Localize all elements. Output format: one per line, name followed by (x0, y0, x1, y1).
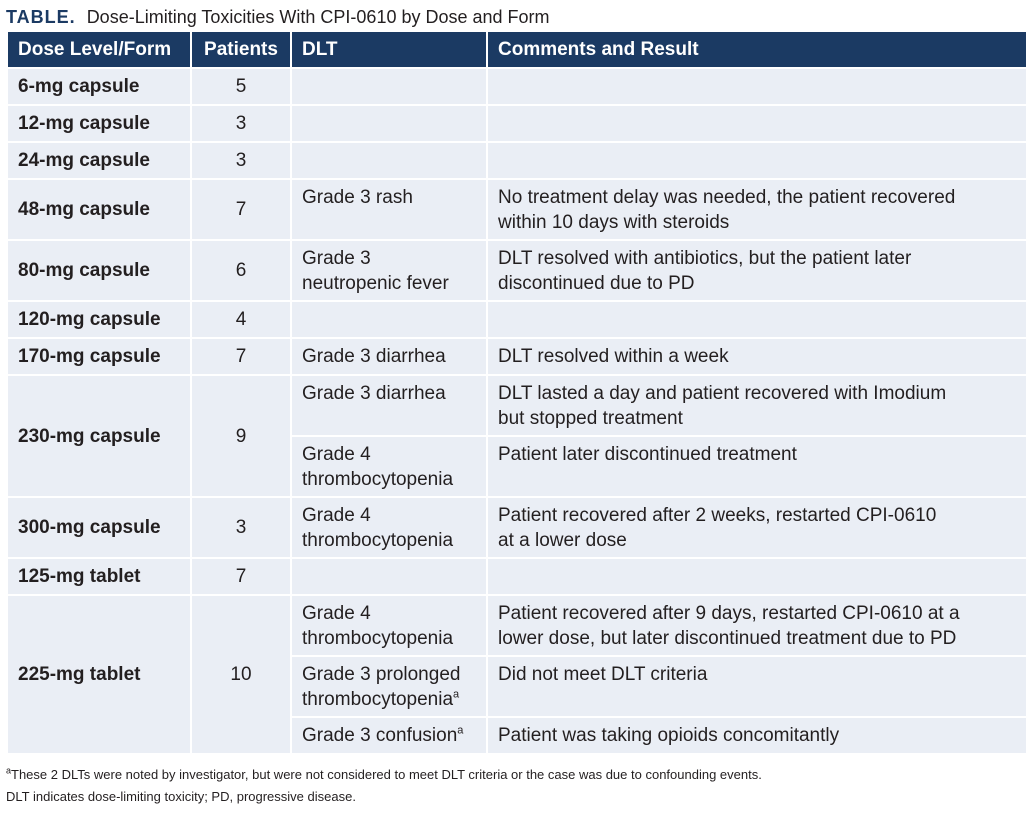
comment-cell (487, 105, 1027, 142)
patients-cell: 7 (191, 558, 291, 595)
header-patients: Patients (191, 32, 291, 68)
dose-cell: 125-mg tablet (7, 558, 191, 595)
patients-cell: 7 (191, 179, 291, 240)
patients-cell: 3 (191, 497, 291, 558)
comment-cell (487, 179, 1027, 240)
patients-cell: 3 (191, 142, 291, 179)
dose-cell: 230-mg capsule (7, 375, 191, 497)
table-row (7, 179, 1027, 240)
dlt-cell (291, 656, 487, 717)
patients-cell: 5 (191, 68, 291, 105)
dlt-cell (291, 558, 487, 595)
comment-line: Patient recovered after 2 weeks, restarted CPI-0610 (498, 505, 937, 526)
patients-cell: 10 (191, 595, 291, 754)
table-row (7, 105, 1027, 142)
comment-line: within 10 days with steroids (498, 212, 730, 233)
dose-cell: 170-mg capsule (7, 338, 191, 375)
comment-line: No treatment delay was needed, the patient recovered (498, 187, 956, 208)
comment-cell: Did not meet DLT criteria (487, 656, 1027, 717)
comment-cell (487, 68, 1027, 105)
table-title (6, 4, 550, 30)
dlt-cell (291, 436, 487, 497)
footnote-marker: a (6, 765, 12, 776)
dlt-line: neutropenic fever (302, 273, 449, 294)
table-row (7, 497, 1027, 558)
dose-cell: 80-mg capsule (7, 240, 191, 301)
comment-line: discontinued due to PD (498, 273, 695, 294)
footnote-a (6, 764, 762, 786)
comment-cell (487, 595, 1027, 656)
comment-cell (487, 240, 1027, 301)
dlt-cell: Grade 3 rash (291, 179, 487, 240)
dose-cell: 300-mg capsule (7, 497, 191, 558)
header-comments: Comments and Result (487, 32, 1027, 68)
comment-line: but stopped treatment (498, 408, 683, 429)
comment-line: at a lower dose (498, 530, 627, 551)
dlt-line: Grade 3 prolonged (302, 664, 461, 685)
comment-line: DLT lasted a day and patient recovered with Imodium (498, 383, 947, 404)
comment-cell: DLT resolved within a week (487, 338, 1027, 375)
table-row (7, 142, 1027, 179)
dlt-line: thrombocytopenia (302, 530, 454, 551)
table-row (7, 375, 1027, 436)
table-label: TABLE. (6, 7, 76, 27)
patients-cell: 7 (191, 338, 291, 375)
dlt-line: Grade 3 confusion (302, 725, 458, 746)
dlt-line: thrombocytopenia (302, 469, 454, 490)
table-row (7, 558, 1027, 595)
dose-cell: 120-mg capsule (7, 301, 191, 338)
dlt-cell (291, 595, 487, 656)
table-caption: Dose-Limiting Toxicities With CPI-0610 by Dose and Form (86, 7, 550, 27)
footnotes (6, 764, 762, 808)
abbreviations-note: DLT indicates dose-limiting toxicity; PD, progressive disease. (6, 789, 356, 804)
comment-cell (487, 497, 1027, 558)
dlt-line: Grade 3 (302, 248, 371, 269)
dlt-cell (291, 497, 487, 558)
comment-cell (487, 558, 1027, 595)
dlt-cell (291, 717, 487, 754)
comment-line: lower dose, but later discontinued treatment due to PD (498, 628, 957, 649)
table-row (7, 338, 1027, 375)
table-row (7, 301, 1027, 338)
comment-cell (487, 375, 1027, 436)
comment-cell (487, 301, 1027, 338)
dlt-table (6, 32, 1028, 755)
table-row (7, 595, 1027, 656)
patients-cell: 9 (191, 375, 291, 497)
comment-line: Patient recovered after 9 days, restarted CPI-0610 at a (498, 603, 960, 624)
patients-cell: 4 (191, 301, 291, 338)
table-row (7, 68, 1027, 105)
dlt-cell (291, 68, 487, 105)
dose-cell: 48-mg capsule (7, 179, 191, 240)
footnote-marker: a (457, 724, 464, 737)
dlt-line: thrombocytopenia (302, 689, 454, 710)
dose-cell: 225-mg tablet (7, 595, 191, 754)
comment-line: DLT resolved with antibiotics, but the patient later (498, 248, 912, 269)
dlt-line: Grade 4 (302, 444, 371, 465)
comment-cell (487, 142, 1027, 179)
dose-cell: 24-mg capsule (7, 142, 191, 179)
header-dose: Dose Level/Form (7, 32, 191, 68)
dlt-line: Grade 4 (302, 603, 371, 624)
table-row (7, 240, 1027, 301)
dlt-line: Grade 4 (302, 505, 371, 526)
dlt-cell: Grade 3 diarrhea (291, 375, 487, 436)
patients-cell: 6 (191, 240, 291, 301)
header-row (7, 32, 1027, 68)
footnote-text: These 2 DLTs were noted by investigator, but were not considered to meet DLT criteria or the case was due to confounding events. (11, 767, 762, 782)
dlt-cell (291, 240, 487, 301)
dlt-cell (291, 301, 487, 338)
comment-cell: Patient was taking opioids concomitantly (487, 717, 1027, 754)
dose-cell: 12-mg capsule (7, 105, 191, 142)
dlt-cell: Grade 3 diarrhea (291, 338, 487, 375)
patients-cell: 3 (191, 105, 291, 142)
dlt-cell (291, 105, 487, 142)
dose-cell: 6-mg capsule (7, 68, 191, 105)
footnote-marker: a (453, 688, 460, 701)
comment-cell: Patient later discontinued treatment (487, 436, 1027, 497)
header-dlt: DLT (291, 32, 487, 68)
dlt-cell (291, 142, 487, 179)
dlt-line: thrombocytopenia (302, 628, 454, 649)
